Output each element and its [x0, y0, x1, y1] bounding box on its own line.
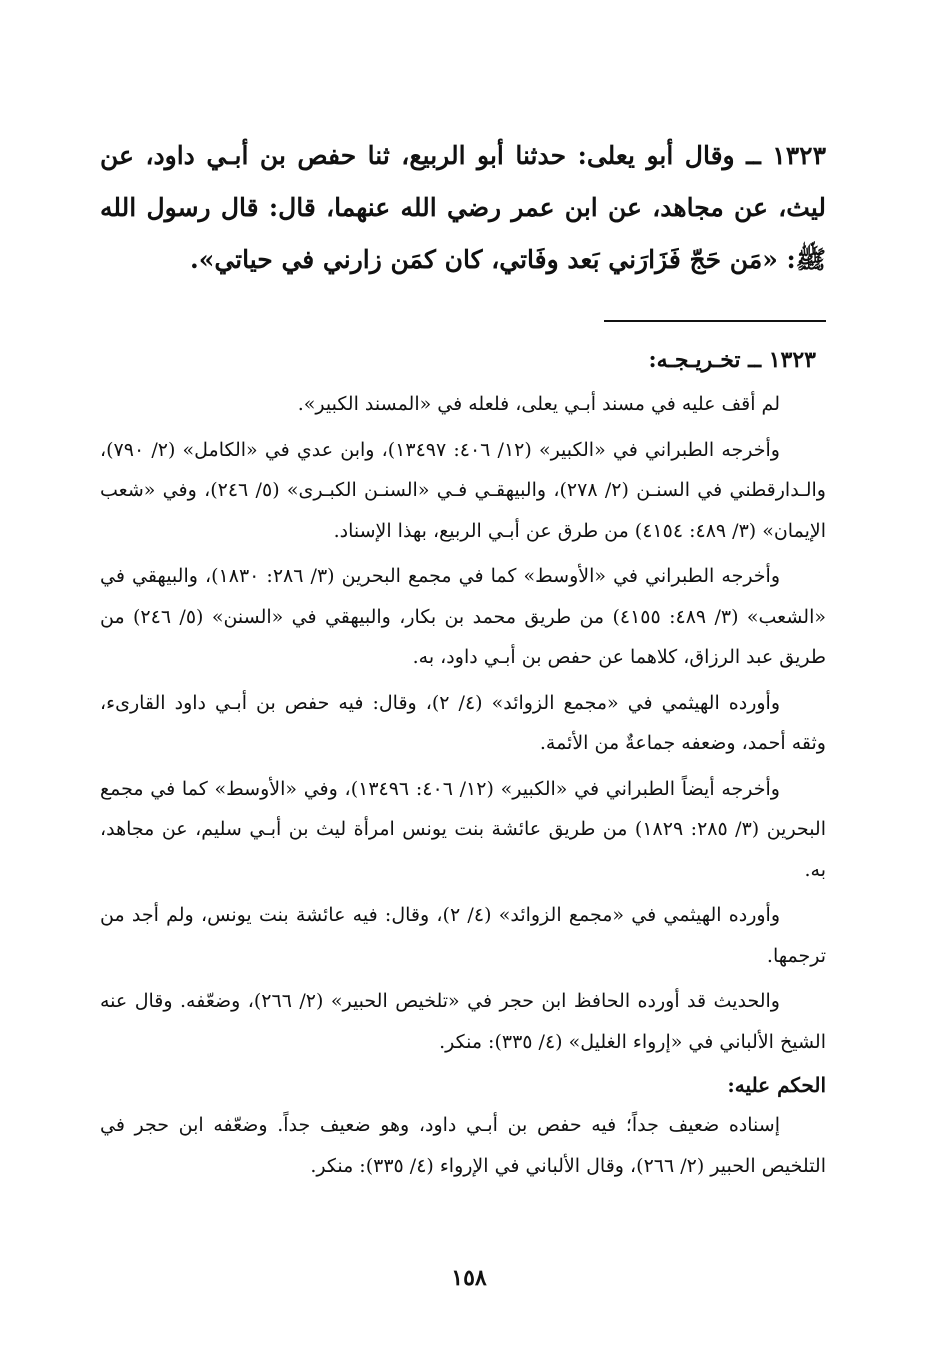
takhrij-paragraph-1: لم أقف عليه في مسند أبـي يعلى، فلعله في «المسند الكبير».: [297, 393, 780, 415]
takhrij-paragraph-3: وأخرجه الطبراني في «الأوسط» كما في مجمع البحرين (٣/ ٢٨٦: ١٨٣٠)، والبيهقي في «الشعب» (٣/ ٤٨٩: ٤١٥٥) من طريق محمد بن بكار، والبيهقي في «السنن» (٥/ ٢٤٦) من طريق عبد الرزاق، كلاهما عن حفص بن أبـي داود، به.: [100, 565, 826, 668]
takhrij-paragraph-7: والحديث قد أورده الحافظ ابن حجر في «تلخيص الحبير» (٢/ ٢٦٦)، وضعّفه. وقال عنه الشيخ الألباني في «إرواء الغليل» (٤/ ٣٣٥): منكر.: [100, 990, 826, 1053]
takhrij-paragraph-2: وأخرجه الطبراني في «الكبير» (١٢/ ٤٠٦: ١٣٤٩٧)، وابن عدي في «الكامل» (٢/ ٧٩٠)، والـدارقطني في السنـن (٢/ ٢٧٨)، والبيهقـي فـي «السنـن الكبـرى» (٥/ ٢٤٦)، وفي «شعب الإيمان» (٣/ ٤٨٩: ٤١٥٤) من طرق عن أبـي الربيع، بهذا الإسناد.: [100, 438, 826, 542]
takhrij-paragraph-6: وأورده الهيثمي في «مجمع الزوائد» (٤/ ٢)، وقال: فيه عائشة بنت يونس، ولم أجد من ترجمها.: [100, 904, 826, 967]
footnote-divider: [604, 320, 826, 322]
takhrij-title: ١٣٢٣ ــ تخـريـجـه:: [648, 347, 816, 373]
ruling-text: إسناده ضعيف جداً؛ فيه حفص بن أبـي داود، وهو ضعيف جداً. وضعّفه ابن حجر في التلخيص الحبير (٢/ ٢٦٦)، وقال الألباني في الإرواء (٤/ ٣٣٥): منكر.: [100, 1114, 826, 1177]
takhrij-paragraph-5: وأخرجه أيضاً الطبراني في «الكبير» (١٢/ ٤٠٦: ١٣٤٩٦)، وفي «الأوسط» كما في مجمع البحرين (٣/ ٢٨٥: ١٨٢٩) من طريق عائشة بنت يونس امرأة ليث بن أبـي سليم، عن مجاهد، به.: [100, 777, 826, 881]
ruling-title: الحكم عليه:: [727, 1073, 826, 1097]
takhrij-paragraph-4: وأورده الهيثمي في «مجمع الزوائد» (٤/ ٢)، وقال: فيه حفص بن أبـي داود القارىء، وثقه أحمد، وضعفه جماعةٌ من الأئمة.: [100, 691, 826, 754]
hadith-text: ١٣٢٣ ــ وقال أبو يعلى: حدثنا أبو الربيع، ثنا حفص بن أبـي داود، عن ليث، عن مجاهد، عن ابن عمر رضي الله عنهما، قال: قال رسول الله ﷺ: «مَن حَجّ فَزَارَني بَعد وفَاتي، كان كمَن زارني في حياتي».: [100, 141, 826, 274]
page-body: [100, 130, 826, 1191]
page-number: ١٥٨: [451, 1265, 487, 1291]
